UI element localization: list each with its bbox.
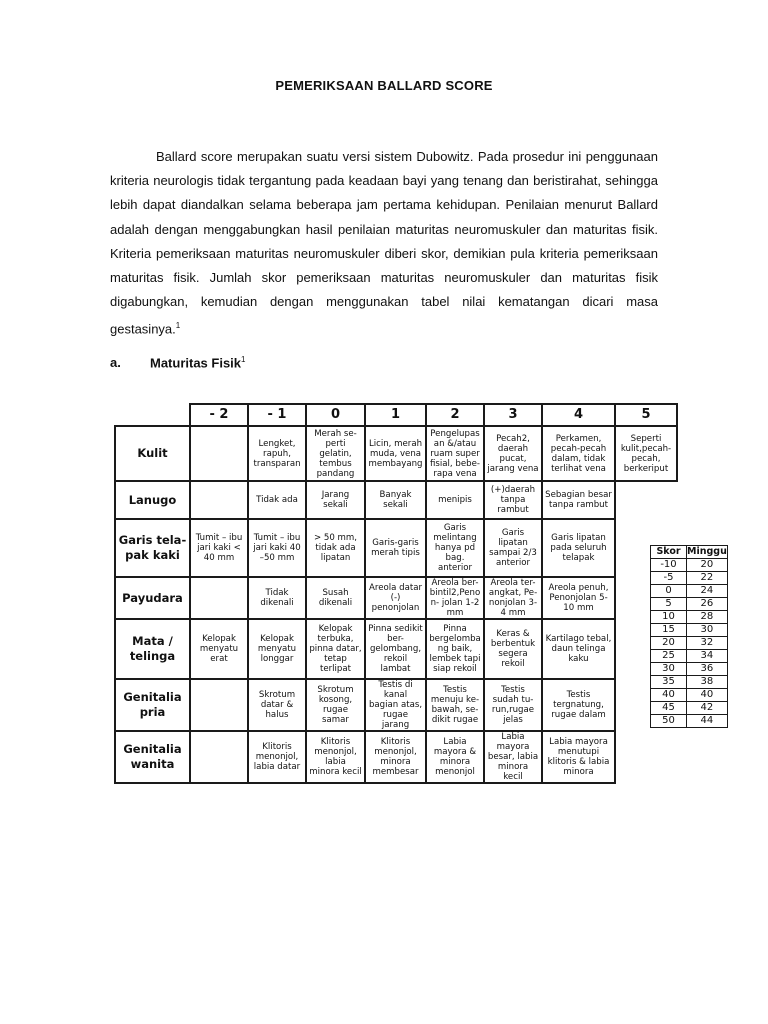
empty-cell: [615, 731, 677, 783]
table-cell: > 50 mm, tidak ada lipatan: [306, 519, 365, 577]
table-cell: Areola penuh, Penonjolan 5- 10 mm: [542, 577, 615, 619]
table-cell: Garis melintang hanya pd bag. anterior: [426, 519, 484, 577]
table-cell: Perkamen, pecah-pecah dalam, tidak terlihat vena: [542, 426, 615, 481]
table-cell: menipis: [426, 481, 484, 519]
table-cell: Pengelupas an &/atau ruam super fisial, bebe-rapa vena: [426, 426, 484, 481]
table-cell: Pecah2, daerah pucat, jarang vena: [484, 426, 542, 481]
lookup-header: Minggu: [687, 546, 727, 557]
table-cell: Klitoris menonjol, labia minora kecil: [306, 731, 365, 783]
week-value: 28: [687, 611, 728, 624]
score-value: 5: [651, 598, 687, 611]
table-cell: Labia mayora & minora menonjol: [426, 731, 484, 783]
score-header: 3: [484, 404, 542, 426]
score-header-row: [115, 404, 677, 426]
week-value: 38: [687, 676, 728, 689]
criterion-label: Lanugo: [115, 481, 190, 519]
table-cell: Seperti kulit,pecah-pecah, berkeriput: [615, 426, 677, 481]
table-cell: Banyak sekali: [365, 481, 426, 519]
criterion-label: Payudara: [115, 577, 190, 619]
table-cell: (+)daerah tanpa rambut: [484, 481, 542, 519]
table-row: [115, 426, 677, 481]
lookup-header-row: [651, 546, 728, 559]
table-cell: Testis menuju ke-bawah, se-dikit rugae: [426, 679, 484, 731]
lookup-row: [651, 702, 728, 715]
score-value: 45: [651, 702, 687, 715]
score-value: 0: [651, 585, 687, 598]
lookup-header: Skor: [651, 546, 687, 559]
table-cell: Tumit – ibu jari kaki < 40 mm: [190, 519, 248, 577]
page-title: PEMERIKSAAN BALLARD SCORE: [275, 78, 493, 93]
lookup-row: [651, 715, 728, 728]
table-cell: Pinna bergelomba ng baik, lembek tapi siap rekoil: [426, 619, 484, 679]
lookup-row: [651, 572, 728, 585]
table-cell: Kelopak menyatu longgar: [248, 619, 306, 679]
score-value: 25: [651, 650, 687, 663]
table-cell: [190, 481, 248, 519]
score-value: 35: [651, 676, 687, 689]
lookup-row: [651, 585, 728, 598]
score-value: 40: [651, 689, 687, 702]
score-value: -5: [651, 572, 687, 585]
header-corner: [115, 404, 190, 426]
lookup-row: [651, 611, 728, 624]
week-value: 20: [687, 559, 728, 572]
table-cell: Garis lipatan sampai 2/3 anterior: [484, 519, 542, 577]
lookup-row: [651, 663, 728, 676]
table-cell: Skrotum datar & halus: [248, 679, 306, 731]
table-cell: Skrotum kosong, rugae samar: [306, 679, 365, 731]
lookup-row: [651, 689, 728, 702]
table-cell: Garis-garis merah tipis: [365, 519, 426, 577]
lookup-table-body: [651, 559, 728, 728]
table-cell: Sebagian besar tanpa rambut: [542, 481, 615, 519]
score-value: 15: [651, 624, 687, 637]
table-cell: Jarang sekali: [306, 481, 365, 519]
lookup-row: [651, 637, 728, 650]
table-row: [115, 577, 677, 619]
score-week-table: [650, 545, 728, 728]
table-cell: Testis di kanal bagian atas, rugae jarang: [365, 679, 426, 731]
week-value: 36: [687, 663, 728, 676]
score-header: - 2: [190, 404, 248, 426]
week-value: 40: [687, 689, 728, 702]
week-value: 24: [687, 585, 728, 598]
table-cell: Klitoris menonjol, minora membesar: [365, 731, 426, 783]
table-cell: Kelopak menyatu erat: [190, 619, 248, 679]
intro-footnote: 1: [175, 321, 181, 331]
score-header: 1: [365, 404, 426, 426]
table-cell: [190, 731, 248, 783]
score-header: - 1: [248, 404, 306, 426]
criterion-label: Kulit: [115, 426, 190, 481]
criterion-label: Mata / telinga: [115, 619, 190, 679]
table-cell: Areola ber-bintil2,Peno n- jolan 1-2 mm: [426, 577, 484, 619]
table-cell: Klitoris menonjol, labia datar: [248, 731, 306, 783]
table-cell: Labia mayora menutupi klitoris & labia minora: [542, 731, 615, 783]
score-value: 50: [651, 715, 687, 728]
score-header: 5: [615, 404, 677, 426]
intro-text: Ballard score merupakan suatu versi sistem Dubowitz. Pada prosedur ini penggunaan kriteria neurologis tidak tergantung pada keadaan bayi yang tenang dan beristirahat, sehingga lebih dapat diandalkan selama beberapa jam pertama kehidupan. Penilaian menurut Ballard adalah dengan menggabungkan hasil penilaian maturitas neuromuskuler dan maturitas fisik. Kriteria pemeriksaan maturitas neuromuskuler diberi skor, demikian pula kriteria pemeriksaan maturitas fisik. Jumlah skor pemeriksaan maturitas neuromuskuler dan maturitas fisik digabungkan, kemudian dengan menggunakan tabel nilai kematangan dicari masa gestasinya.: [110, 149, 658, 337]
table-cell: Lengket, rapuh, transparan: [248, 426, 306, 481]
section-letter: a.: [110, 355, 121, 371]
lookup-row: [651, 650, 728, 663]
score-value: -10: [651, 559, 687, 572]
table-cell: Areola datar (-) penonjolan: [365, 577, 426, 619]
table-cell: Kelopak terbuka, pinna datar, tetap terlipat: [306, 619, 365, 679]
table-cell: Testis sudah tu-run,rugae jelas: [484, 679, 542, 731]
lookup-row: [651, 559, 728, 572]
week-value: 44: [687, 715, 728, 728]
table-cell: Kartilago tebal, daun telinga kaku: [542, 619, 615, 679]
table-cell: [190, 679, 248, 731]
table-cell: Pinna sedikit ber-gelombang, rekoil lambat: [365, 619, 426, 679]
table-cell: Licin, merah muda, vena membayang: [365, 426, 426, 481]
score-header: 0: [306, 404, 365, 426]
lookup-row: [651, 598, 728, 611]
week-value: 42: [687, 702, 728, 715]
lookup-row: [651, 624, 728, 637]
table-cell: Testis tergnatung, rugae dalam: [542, 679, 615, 731]
section-heading: [110, 355, 245, 370]
ballard-physical-maturity-table: [114, 403, 678, 784]
week-value: 34: [687, 650, 728, 663]
table-cell: Keras & berbentuk segera rekoil: [484, 619, 542, 679]
table-cell: Susah dikenali: [306, 577, 365, 619]
table-cell: [190, 426, 248, 481]
table-cell: Tumit – ibu jari kaki 40 –50 mm: [248, 519, 306, 577]
table-row: [115, 619, 677, 679]
lookup-row: [651, 676, 728, 689]
table-cell: [190, 577, 248, 619]
score-header: 2: [426, 404, 484, 426]
criterion-label: Garis tela-pak kaki: [115, 519, 190, 577]
score-header: 4: [542, 404, 615, 426]
table-row: [115, 679, 677, 731]
week-value: 26: [687, 598, 728, 611]
ballard-table-body: [115, 426, 677, 783]
table-row: [115, 481, 677, 519]
score-value: 20: [651, 637, 687, 650]
section-title: Maturitas Fisik: [150, 355, 242, 371]
table-row: [115, 731, 677, 783]
table-cell: Areola ter-angkat, Pe-nonjolan 3-4 mm: [484, 577, 542, 619]
score-value: 10: [651, 611, 687, 624]
table-cell: Labia mayora besar, labia minora kecil: [484, 731, 542, 783]
section-footnote: 1: [241, 355, 246, 364]
table-cell: Tidak dikenali: [248, 577, 306, 619]
empty-cell: [615, 481, 677, 519]
week-value: 22: [687, 572, 728, 585]
criterion-label: Genitalia wanita: [115, 731, 190, 783]
table-row: [115, 519, 677, 577]
score-value: 30: [651, 663, 687, 676]
table-cell: Tidak ada: [248, 481, 306, 519]
table-cell: Garis lipatan pada seluruh telapak: [542, 519, 615, 577]
intro-paragraph: [110, 145, 658, 342]
week-value: 32: [687, 637, 728, 650]
week-value: 30: [687, 624, 728, 637]
table-cell: Merah se-perti gelatin, tembus pandang: [306, 426, 365, 481]
criterion-label: Genitalia pria: [115, 679, 190, 731]
